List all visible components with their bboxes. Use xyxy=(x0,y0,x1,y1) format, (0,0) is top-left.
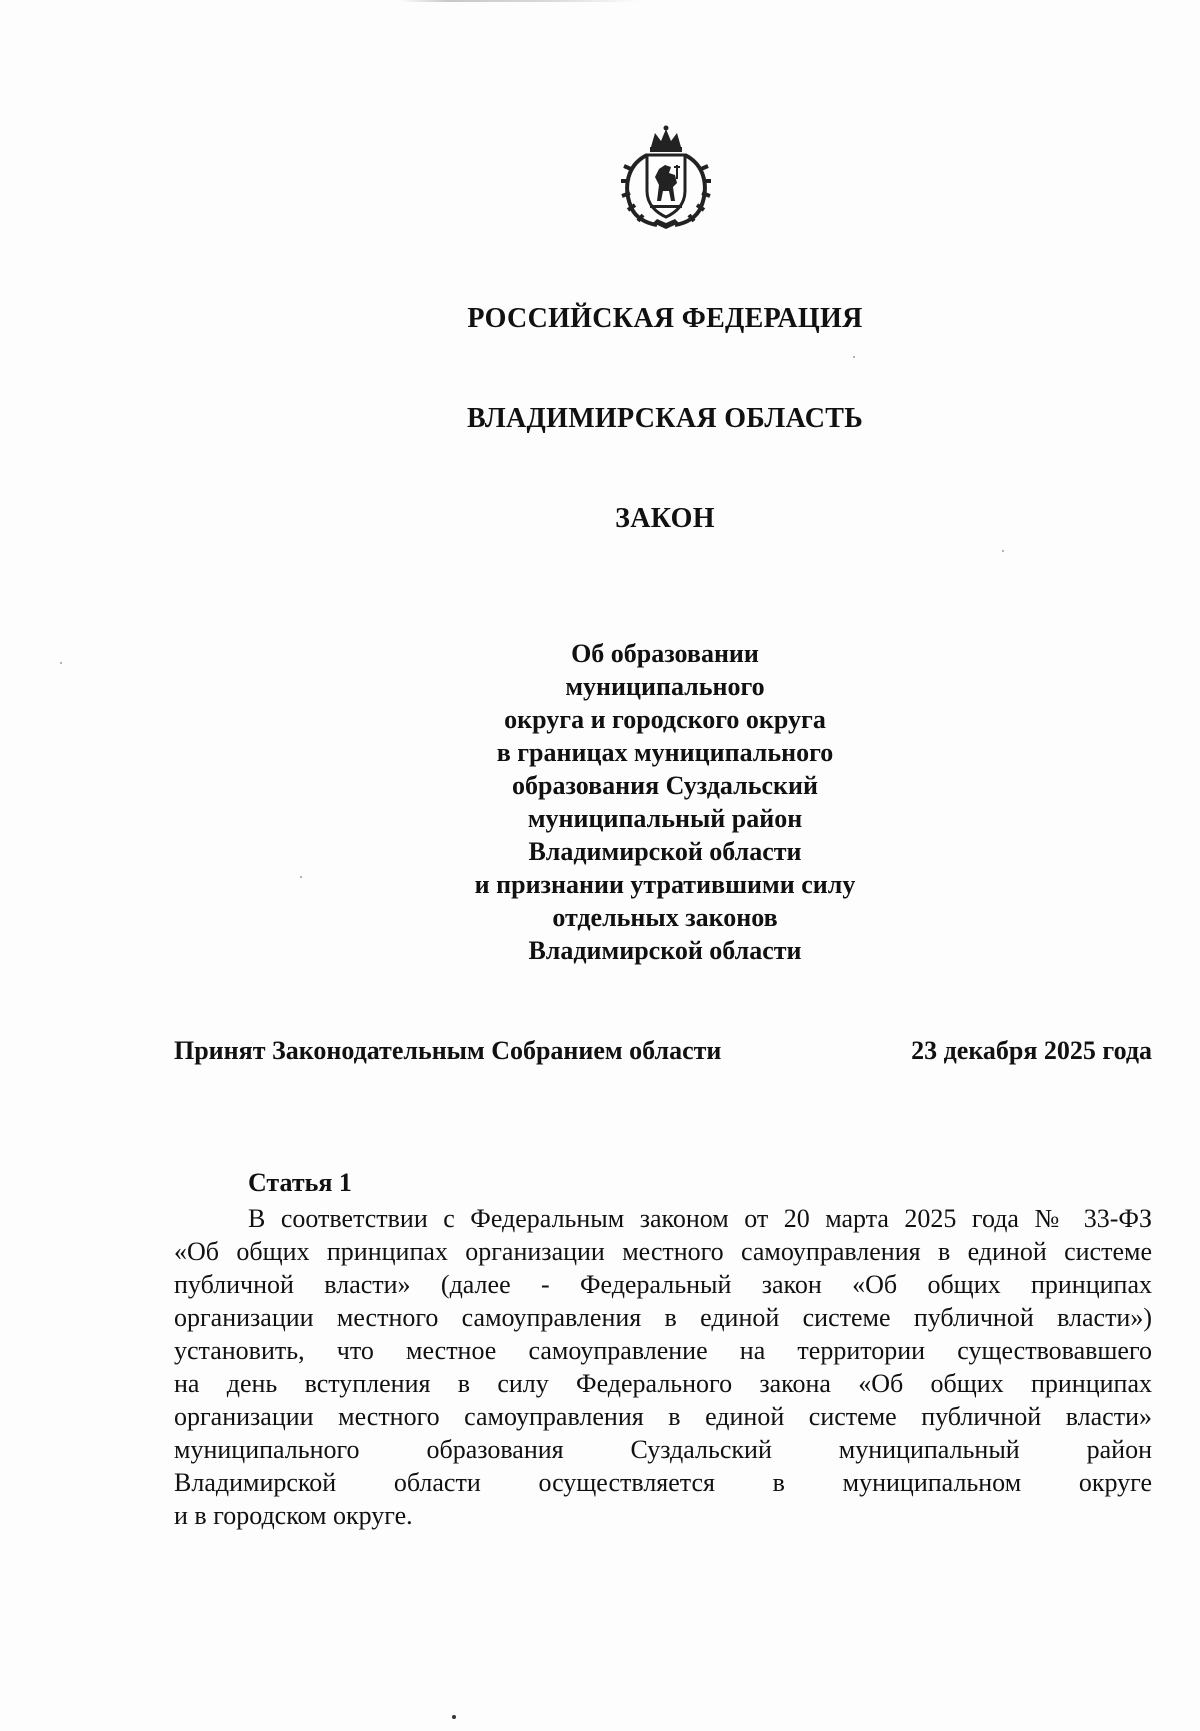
law-title-line: отдельных законов xyxy=(552,903,778,932)
article-text-line: на день вступления в силу Федерального закона «Об общих принципах xyxy=(174,1369,1152,1398)
law-title-line: муниципального xyxy=(565,672,765,701)
article-text-line: Владимирской области осуществляется в муниципальном округе xyxy=(174,1468,1152,1497)
law-title-line: Об образовании xyxy=(571,639,759,668)
law-title xyxy=(0,637,1200,967)
article-text-line: муниципального образования Суздальский муниципальный район xyxy=(174,1435,1152,1464)
adoption-date: 23 декабря 2025 года xyxy=(911,1036,1152,1065)
law-title-line: в границах муниципального xyxy=(496,738,834,767)
scan-speck xyxy=(853,356,855,358)
law-title-line: и признании утратившими силу xyxy=(474,870,856,899)
scan-artifact xyxy=(400,0,640,2)
law-title-line: округа и городского округа xyxy=(504,705,826,734)
article-text-line: «Об общих принципах организации местного самоуправления в единой системе xyxy=(174,1237,1152,1266)
article-text-line: организации местного самоуправления в единой системе публичной власти» xyxy=(174,1402,1152,1431)
scan-speck xyxy=(1002,550,1004,552)
law-title-line: Владимирской области xyxy=(528,936,802,965)
adopted-by: Принят Законодательным Собранием области xyxy=(174,1036,722,1065)
article-text-line: публичной власти» (далее - Федеральный закон «Об общих принципах xyxy=(174,1270,1152,1299)
scan-speck xyxy=(452,1715,456,1719)
document-type-heading: ЗАКОН xyxy=(615,503,715,534)
coat-of-arms-icon xyxy=(617,125,715,231)
article-text-line: В соответствии с Федеральным законом от 20 марта 2025 года № 33-ФЗ xyxy=(248,1204,1152,1233)
article-text-line: и в городском округе. xyxy=(174,1501,413,1530)
adoption-line xyxy=(174,1036,1152,1072)
article-text xyxy=(174,1202,1152,1532)
law-title-line: Владимирской области xyxy=(528,837,802,866)
article-heading: Статья 1 xyxy=(248,1168,352,1197)
law-title-line: образования Суздальский xyxy=(512,771,818,800)
country-heading: РОССИЙСКАЯ ФЕДЕРАЦИЯ xyxy=(467,303,863,334)
article-text-line: организации местного самоуправления в единой системе публичной власти») xyxy=(174,1303,1152,1332)
region-heading: ВЛАДИМИРСКАЯ ОБЛАСТЬ xyxy=(466,403,864,434)
article-text-line: установить, что местное самоуправление на территории существовавшего xyxy=(174,1336,1152,1365)
law-title-line: муниципальный район xyxy=(527,804,803,833)
